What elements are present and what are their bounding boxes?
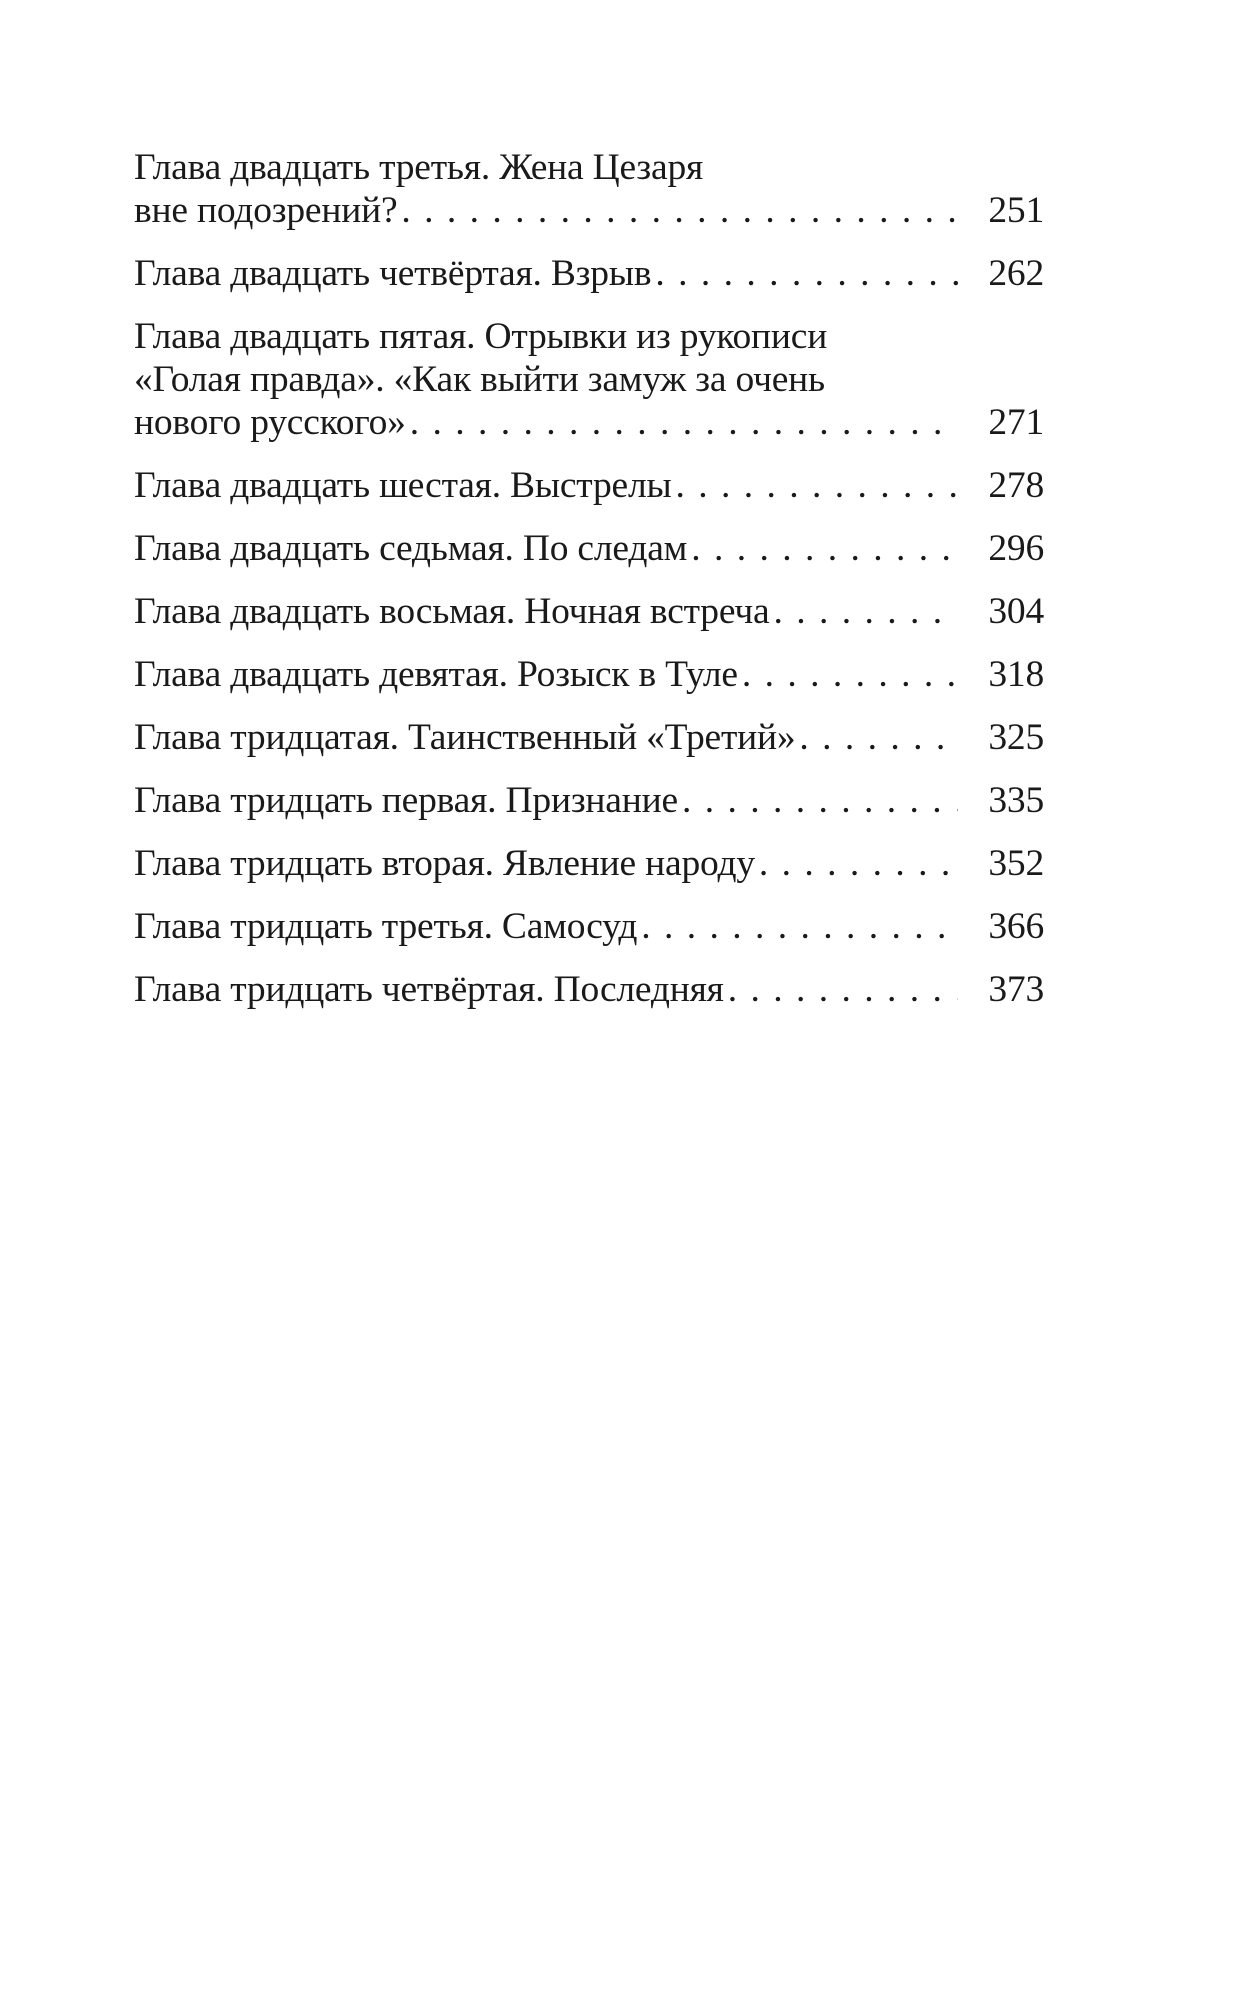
toc-entry-last-line [134,779,1044,822]
dot-leader [728,968,958,1011]
toc-page-number: 325 [988,717,1044,758]
toc-page-number: 352 [988,843,1044,884]
toc-page-number: 366 [988,906,1044,947]
dot-leader [773,590,958,633]
toc-entry-last-line [134,653,1044,696]
toc-entry-title: Глава двадцать восьмая. Ночная встреча [134,591,770,632]
toc-entry-31 [134,779,1044,822]
toc-entry-title-line: Глава двадцать третья. Жена Цезаря [134,147,704,188]
toc-page-number: 271 [988,402,1044,443]
toc-page-number: 262 [988,253,1044,294]
toc-entry-last-line [134,590,1044,633]
dot-leader [759,842,958,885]
toc-entry-last-line [134,527,1044,570]
toc-entry-last-line [134,968,1044,1011]
toc-entry-title: вне подозрений? [134,190,398,231]
toc-entry-title: Глава двадцать девятая. Розыск в Туле [134,654,738,695]
toc-page-number: 373 [988,969,1044,1010]
toc-entry-last-line [134,189,1044,232]
toc-entry-33 [134,905,1044,948]
toc-page-number: 318 [988,654,1044,695]
toc-entry-title: нового русского» [134,402,406,443]
toc-entry-title: Глава тридцать четвёртая. Последняя [134,969,724,1010]
toc-entry-26 [134,464,1044,507]
toc-entry-title: Глава тридцатая. Таинственный «Третий» [134,717,796,758]
toc-page-number: 304 [988,591,1044,632]
toc-entry-last-line [134,905,1044,948]
toc-entry-title-line: Глава двадцать пятая. Отрывки из рукописи [134,316,828,357]
toc-entry-title-line: «Голая правда». «Как выйти замуж за очень [134,359,825,400]
toc-entry-last-line [134,464,1044,507]
dot-leader [799,716,958,759]
dot-leader [641,905,958,948]
toc-entry-title: Глава тридцать вторая. Явление народу [134,843,755,884]
toc-entry-last-line [134,716,1044,759]
toc-page-number: 278 [988,465,1044,506]
dot-leader [655,252,958,295]
table-of-contents [134,146,1044,1031]
dot-leader [401,189,958,232]
dot-leader [410,401,958,444]
toc-entry-last-line [134,401,1044,444]
dot-leader [682,779,958,822]
dot-leader [742,653,958,696]
toc-entry-27 [134,527,1044,570]
toc-page-number: 251 [988,190,1044,231]
toc-entry-last-line [134,842,1044,885]
toc-entry-23 [134,146,1044,232]
toc-entry-34 [134,968,1044,1011]
toc-entry-25 [134,315,1044,444]
toc-page-number: 296 [988,528,1044,569]
toc-entry-title: Глава тридцать первая. Признание [134,780,678,821]
toc-entry-30 [134,716,1044,759]
toc-entry-29 [134,653,1044,696]
toc-entry-title: Глава тридцать третья. Самосуд [134,906,638,947]
dot-leader [675,464,958,507]
toc-entry-24 [134,252,1044,295]
toc-entry-title: Глава двадцать четвёртая. Взрыв [134,253,652,294]
toc-entry-32 [134,842,1044,885]
dot-leader [691,527,958,570]
toc-entry-last-line [134,252,1044,295]
toc-page-number: 335 [988,780,1044,821]
toc-entry-title: Глава двадцать шестая. Выстрелы [134,465,672,506]
toc-entry-28 [134,590,1044,633]
toc-entry-title: Глава двадцать седьмая. По следам [134,528,688,569]
